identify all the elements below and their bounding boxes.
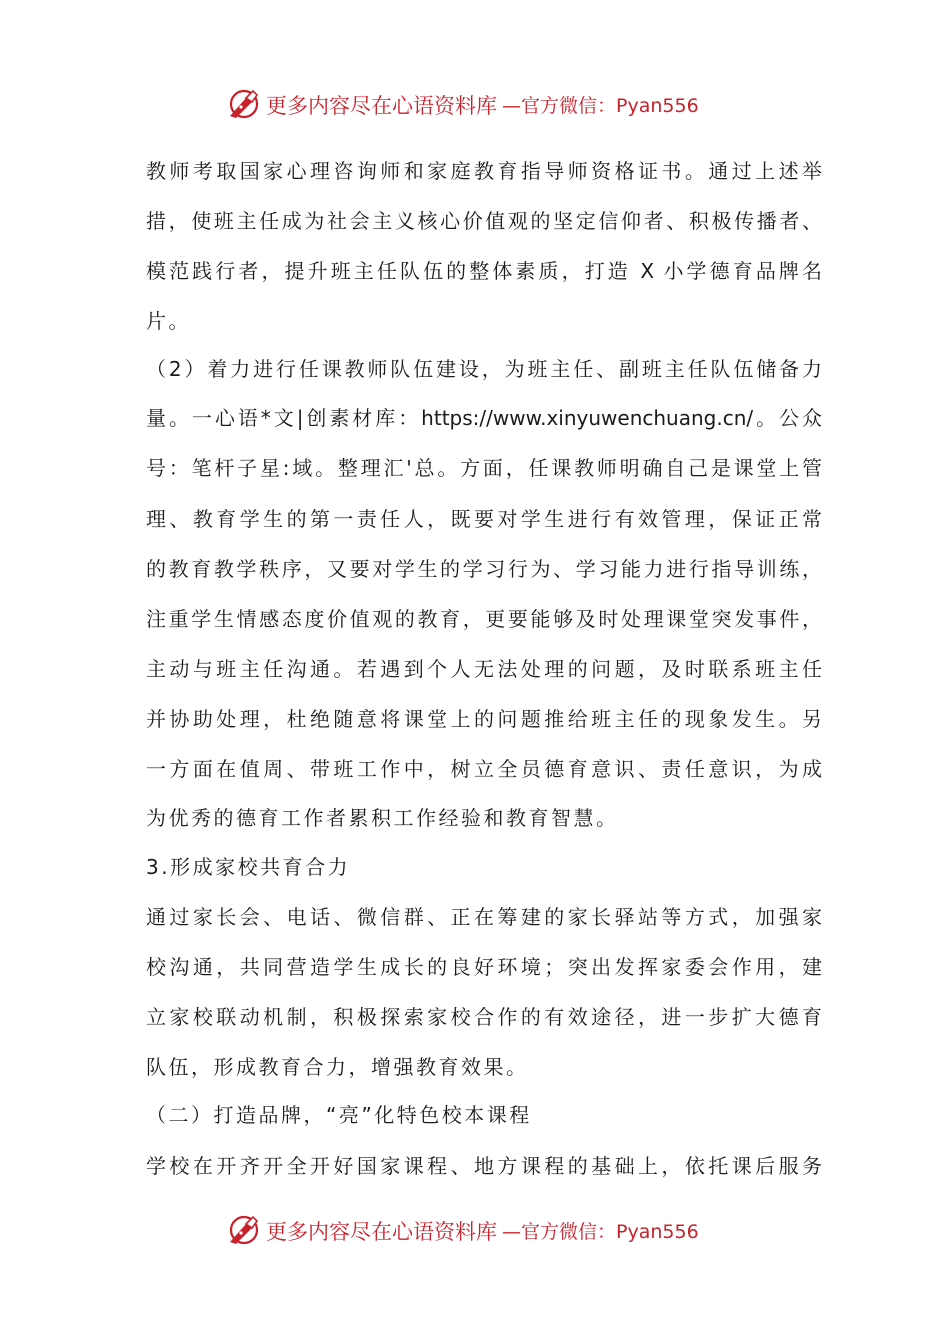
body-line: 学校在开齐开全开好国家课程、地方课程的基础上，依托课后服务 [146,1154,822,1178]
header-contact-text: —官方微信：Pyan556 [502,95,699,117]
body-line: 队伍，形成教育合力，增强教育效果。 [146,1055,529,1079]
section-heading: 3.形成家校共育合力 [146,855,351,879]
body-line: 为优秀的德育工作者累积工作经验和教育智慧。 [146,806,619,830]
header-banner [0,84,950,124]
pen-nib-logo-icon [226,86,262,122]
footer-brand-text: 更多内容尽在心语资料库 [266,1220,497,1244]
body-line: 号：笔杆子星:域。整理汇'总。方面，任课教师明确自己是课堂上管 [146,456,822,480]
body-line: 片。 [146,309,191,333]
header-brand-text: 更多内容尽在心语资料库 [266,94,497,118]
body-line: 理、教育学生的第一责任人，既要对学生进行有效管理，保证正常 [146,507,822,531]
body-line: 量。一心语*文|创素材库：https://www.xinyuwenchuang.cn/。公众 [146,406,822,430]
pen-nib-logo-icon [226,1212,262,1248]
body-line: （2）着力进行任课教师队伍建设，为班主任、副班主任队伍储备力 [146,357,822,381]
footer-contact-text: —官方微信：Pyan556 [502,1221,699,1243]
body-line: 通过家长会、电话、微信群、正在筹建的家长驿站等方式，加强家 [146,905,822,929]
body-line: 立家校联动机制，积极探索家校合作的有效途径，进一步扩大德育 [146,1005,822,1029]
footer-banner [0,1210,950,1250]
body-line: 一方面在值周、带班工作中，树立全员德育意识、责任意识，为成 [146,757,822,781]
body-line: 教师考取国家心理咨询师和家庭教育指导师资格证书。通过上述举 [146,159,822,183]
body-line: 的教育教学秩序，又要对学生的学习行为、学习能力进行指导训练， [146,557,822,581]
body-line: 校沟通，共同营造学生成长的良好环境；突出发挥家委会作用，建 [146,955,822,979]
body-line: 主动与班主任沟通。若遇到个人无法处理的问题，及时联系班主任 [146,657,822,681]
body-line: 并协助处理，杜绝随意将课堂上的问题推给班主任的现象发生。另 [146,707,822,731]
body-line: 措，使班主任成为社会主义核心价值观的坚定信仰者、积极传播者、 [146,209,822,233]
body-line: 模范践行者，提升班主任队伍的整体素质，打造 X 小学德育品牌名 [146,259,822,283]
section-heading: （二）打造品牌，“亮”化特色校本课程 [146,1103,532,1127]
body-line: 注重学生情感态度价值观的教育，更要能够及时处理课堂突发事件， [146,607,822,631]
